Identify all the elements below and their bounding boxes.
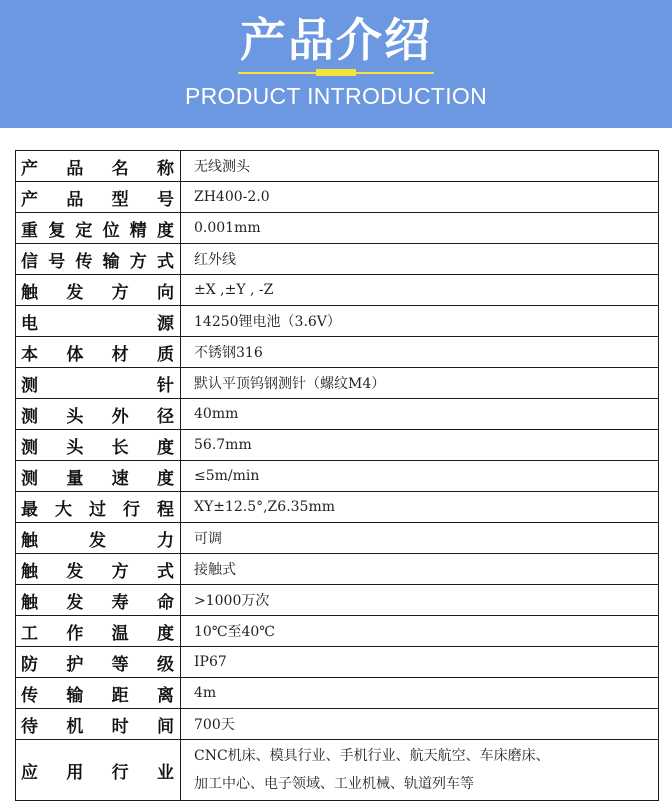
spec-row bbox=[16, 585, 659, 616]
spec-label-char: 用 bbox=[66, 762, 84, 783]
spec-label-char: 离 bbox=[156, 685, 174, 706]
spec-value: ZH400-2.0 bbox=[194, 189, 270, 205]
spec-value-line: CNC机床、模具行业、手机行业、航天航空、车床磨床、 bbox=[194, 748, 550, 764]
spec-value: 4m bbox=[194, 685, 217, 701]
spec-row bbox=[16, 461, 659, 492]
spec-label-char: 传 bbox=[21, 685, 38, 706]
spec-label-cell bbox=[16, 213, 181, 244]
spec-label-char: 质 bbox=[156, 344, 174, 365]
spec-label-char: 量 bbox=[66, 468, 84, 489]
spec-label-cell bbox=[16, 399, 181, 430]
spec-label bbox=[16, 526, 180, 551]
spec-row bbox=[16, 616, 659, 647]
spec-row bbox=[16, 430, 659, 461]
spec-label bbox=[16, 340, 180, 365]
spec-label-char: 行 bbox=[123, 499, 140, 520]
spec-label bbox=[16, 758, 180, 783]
spec-label-char: 触 bbox=[21, 561, 38, 582]
spec-label-cell bbox=[16, 182, 181, 213]
spec-label-char: 精 bbox=[129, 220, 147, 241]
spec-label-char: 机 bbox=[66, 716, 84, 737]
spec-value-cell bbox=[181, 306, 659, 337]
spec-value: 默认平顶钨钢测针（螺纹M4） bbox=[194, 376, 386, 392]
spec-label-char: 测 bbox=[21, 468, 38, 489]
spec-label-char: 长 bbox=[111, 437, 129, 458]
spec-label-char: 防 bbox=[21, 654, 38, 675]
spec-row bbox=[16, 554, 659, 585]
spec-label-char: 号 bbox=[48, 251, 66, 272]
spec-label-char: 时 bbox=[111, 716, 129, 737]
spec-value-cell bbox=[181, 213, 659, 244]
spec-row bbox=[16, 182, 659, 213]
spec-value-cell bbox=[181, 368, 659, 399]
spec-value-cell bbox=[181, 399, 659, 430]
spec-label-char: 测 bbox=[21, 375, 38, 396]
spec-label-char: 度 bbox=[156, 437, 174, 458]
spec-label-cell bbox=[16, 554, 181, 585]
spec-label-char: 头 bbox=[66, 406, 84, 427]
spec-label bbox=[16, 154, 180, 179]
spec-value: 0.001mm bbox=[194, 220, 261, 236]
spec-label-char: 号 bbox=[156, 189, 174, 210]
spec-label bbox=[16, 712, 180, 737]
spec-label-char: 测 bbox=[21, 406, 38, 427]
spec-value-cell bbox=[181, 523, 659, 554]
spec-label bbox=[16, 402, 180, 427]
spec-label-char: 定 bbox=[75, 220, 93, 241]
spec-label bbox=[16, 185, 180, 210]
spec-label-char: 复 bbox=[48, 220, 66, 241]
spec-label-char: 本 bbox=[21, 344, 38, 365]
spec-row bbox=[16, 492, 659, 523]
spec-label-char: 源 bbox=[157, 313, 174, 334]
spec-value: 56.7mm bbox=[194, 437, 252, 453]
spec-label bbox=[16, 557, 180, 582]
spec-label-char: 力 bbox=[157, 530, 174, 551]
spec-label-char: 度 bbox=[156, 623, 174, 644]
spec-table bbox=[15, 150, 659, 801]
spec-label-char: 命 bbox=[156, 592, 174, 613]
spec-label bbox=[16, 309, 180, 334]
spec-label bbox=[16, 650, 180, 675]
spec-row bbox=[16, 337, 659, 368]
spec-label-char: 针 bbox=[157, 375, 174, 396]
spec-label bbox=[16, 247, 180, 272]
spec-label-char: 待 bbox=[21, 716, 38, 737]
spec-label-char: 级 bbox=[156, 654, 174, 675]
spec-value-cell bbox=[181, 647, 659, 678]
spec-label-char: 寿 bbox=[111, 592, 129, 613]
spec-row bbox=[16, 275, 659, 306]
spec-label-char: 工 bbox=[21, 623, 38, 644]
spec-label bbox=[16, 588, 180, 613]
spec-row bbox=[16, 709, 659, 740]
spec-label-char: 发 bbox=[89, 530, 106, 551]
spec-value: 可调 bbox=[194, 531, 222, 547]
spec-label-char: 方 bbox=[111, 561, 129, 582]
spec-value-cell bbox=[181, 461, 659, 492]
spec-row bbox=[16, 151, 659, 182]
spec-label bbox=[16, 681, 180, 706]
spec-value: 不锈钢316 bbox=[194, 345, 263, 361]
spec-label bbox=[16, 495, 180, 520]
spec-label-char: 输 bbox=[66, 685, 84, 706]
spec-label-char: 发 bbox=[66, 282, 84, 303]
spec-label-cell bbox=[16, 151, 181, 182]
spec-label-char: 输 bbox=[102, 251, 120, 272]
title-underline-accent bbox=[316, 69, 356, 76]
spec-label bbox=[16, 619, 180, 644]
spec-label-char: 头 bbox=[66, 437, 84, 458]
spec-label-char: 传 bbox=[75, 251, 93, 272]
spec-value-cell bbox=[181, 430, 659, 461]
spec-label-char: 速 bbox=[111, 468, 129, 489]
spec-label-char: 业 bbox=[156, 762, 174, 783]
spec-label-char: 产 bbox=[21, 158, 38, 179]
spec-row bbox=[16, 523, 659, 554]
spec-value-cell bbox=[181, 585, 659, 616]
spec-label-char: 外 bbox=[111, 406, 129, 427]
spec-label-cell bbox=[16, 275, 181, 306]
spec-value: 14250锂电池（3.6V） bbox=[194, 314, 341, 330]
spec-label-cell bbox=[16, 430, 181, 461]
header-banner bbox=[0, 0, 672, 128]
spec-label bbox=[16, 278, 180, 303]
spec-table-body bbox=[16, 151, 659, 801]
spec-label-char: 式 bbox=[156, 251, 174, 272]
spec-label-char: 度 bbox=[156, 468, 174, 489]
spec-row bbox=[16, 306, 659, 337]
spec-label-char: 最 bbox=[21, 499, 38, 520]
spec-row bbox=[16, 740, 659, 801]
spec-label-char: 温 bbox=[111, 623, 129, 644]
spec-label-cell bbox=[16, 740, 181, 801]
page-title: 产品介绍 bbox=[240, 13, 432, 67]
spec-value-cell bbox=[181, 709, 659, 740]
spec-value-cell bbox=[181, 182, 659, 213]
spec-value: 红外线 bbox=[194, 252, 236, 268]
spec-value: 700天 bbox=[194, 717, 235, 733]
page-subtitle: PRODUCT INTRODUCTION bbox=[184, 83, 487, 109]
spec-label-char: 过 bbox=[89, 499, 106, 520]
spec-label-cell bbox=[16, 709, 181, 740]
spec-value: XY±12.5°,Z6.35mm bbox=[194, 499, 336, 515]
spec-label-char: 作 bbox=[66, 623, 84, 644]
spec-value-cell bbox=[181, 151, 659, 182]
spec-value-cell bbox=[181, 678, 659, 709]
spec-label-char: 品 bbox=[66, 158, 84, 179]
spec-label-cell bbox=[16, 492, 181, 523]
spec-label-char: 等 bbox=[111, 654, 129, 675]
spec-label bbox=[16, 371, 180, 396]
spec-label-char: 间 bbox=[156, 716, 174, 737]
spec-value-cell bbox=[181, 740, 659, 801]
spec-row bbox=[16, 244, 659, 275]
spec-row bbox=[16, 399, 659, 430]
spec-label-char: 名 bbox=[111, 158, 129, 179]
spec-label-char: 度 bbox=[156, 220, 174, 241]
spec-label-char: 信 bbox=[21, 251, 38, 272]
spec-value: 接触式 bbox=[194, 562, 236, 578]
spec-value: >1000万次 bbox=[194, 593, 270, 609]
spec-label-char: 行 bbox=[111, 762, 129, 783]
spec-label-char: 大 bbox=[55, 499, 72, 520]
spec-label-char: 测 bbox=[21, 437, 38, 458]
spec-row bbox=[16, 213, 659, 244]
spec-label-cell bbox=[16, 368, 181, 399]
spec-value-cell bbox=[181, 337, 659, 368]
spec-label-char: 材 bbox=[111, 344, 129, 365]
spec-label-char: 触 bbox=[21, 592, 38, 613]
spec-label-char: 触 bbox=[21, 282, 38, 303]
spec-label-char: 体 bbox=[66, 344, 84, 365]
spec-row bbox=[16, 678, 659, 709]
spec-label-char: 向 bbox=[156, 282, 174, 303]
spec-label-cell bbox=[16, 306, 181, 337]
spec-label-char: 发 bbox=[66, 592, 84, 613]
spec-label-cell bbox=[16, 616, 181, 647]
spec-value bbox=[181, 742, 658, 798]
spec-value-cell bbox=[181, 616, 659, 647]
spec-value: IP67 bbox=[194, 654, 227, 670]
spec-label bbox=[16, 216, 180, 241]
spec-label bbox=[16, 464, 180, 489]
spec-label-char: 护 bbox=[66, 654, 84, 675]
spec-row bbox=[16, 647, 659, 678]
spec-label-cell bbox=[16, 244, 181, 275]
spec-label-char: 方 bbox=[129, 251, 147, 272]
spec-value: 无线测头 bbox=[194, 159, 250, 175]
spec-label-cell bbox=[16, 523, 181, 554]
spec-label-char: 式 bbox=[156, 561, 174, 582]
spec-label-char: 触 bbox=[21, 530, 38, 551]
spec-value-line: 加工中心、电子领域、工业机械、轨道列车等 bbox=[194, 776, 474, 792]
spec-value: ≤5m/min bbox=[194, 468, 260, 484]
spec-label-char: 距 bbox=[111, 685, 129, 706]
spec-label-char: 位 bbox=[102, 220, 120, 241]
spec-value: ±X ,±Y , -Z bbox=[194, 282, 274, 298]
spec-label-char: 型 bbox=[111, 189, 129, 210]
spec-label-char: 称 bbox=[156, 158, 174, 179]
spec-value: 40mm bbox=[194, 406, 239, 422]
spec-label bbox=[16, 433, 180, 458]
spec-label-cell bbox=[16, 461, 181, 492]
spec-label-char: 电 bbox=[21, 313, 38, 334]
spec-label-cell bbox=[16, 337, 181, 368]
spec-label-char: 方 bbox=[111, 282, 129, 303]
spec-value-cell bbox=[181, 244, 659, 275]
spec-label-char: 产 bbox=[21, 189, 38, 210]
spec-label-char: 重 bbox=[21, 220, 38, 241]
spec-label-cell bbox=[16, 585, 181, 616]
spec-label-char: 径 bbox=[156, 406, 174, 427]
spec-label-char: 发 bbox=[66, 561, 84, 582]
spec-label-char: 应 bbox=[21, 762, 38, 783]
spec-label-cell bbox=[16, 647, 181, 678]
spec-row bbox=[16, 368, 659, 399]
spec-label-char: 程 bbox=[157, 499, 174, 520]
spec-value: 10℃至40℃ bbox=[194, 624, 275, 640]
spec-value-cell bbox=[181, 492, 659, 523]
spec-label-cell bbox=[16, 678, 181, 709]
spec-value-cell bbox=[181, 554, 659, 585]
spec-label-char: 品 bbox=[66, 189, 84, 210]
spec-value-cell bbox=[181, 275, 659, 306]
